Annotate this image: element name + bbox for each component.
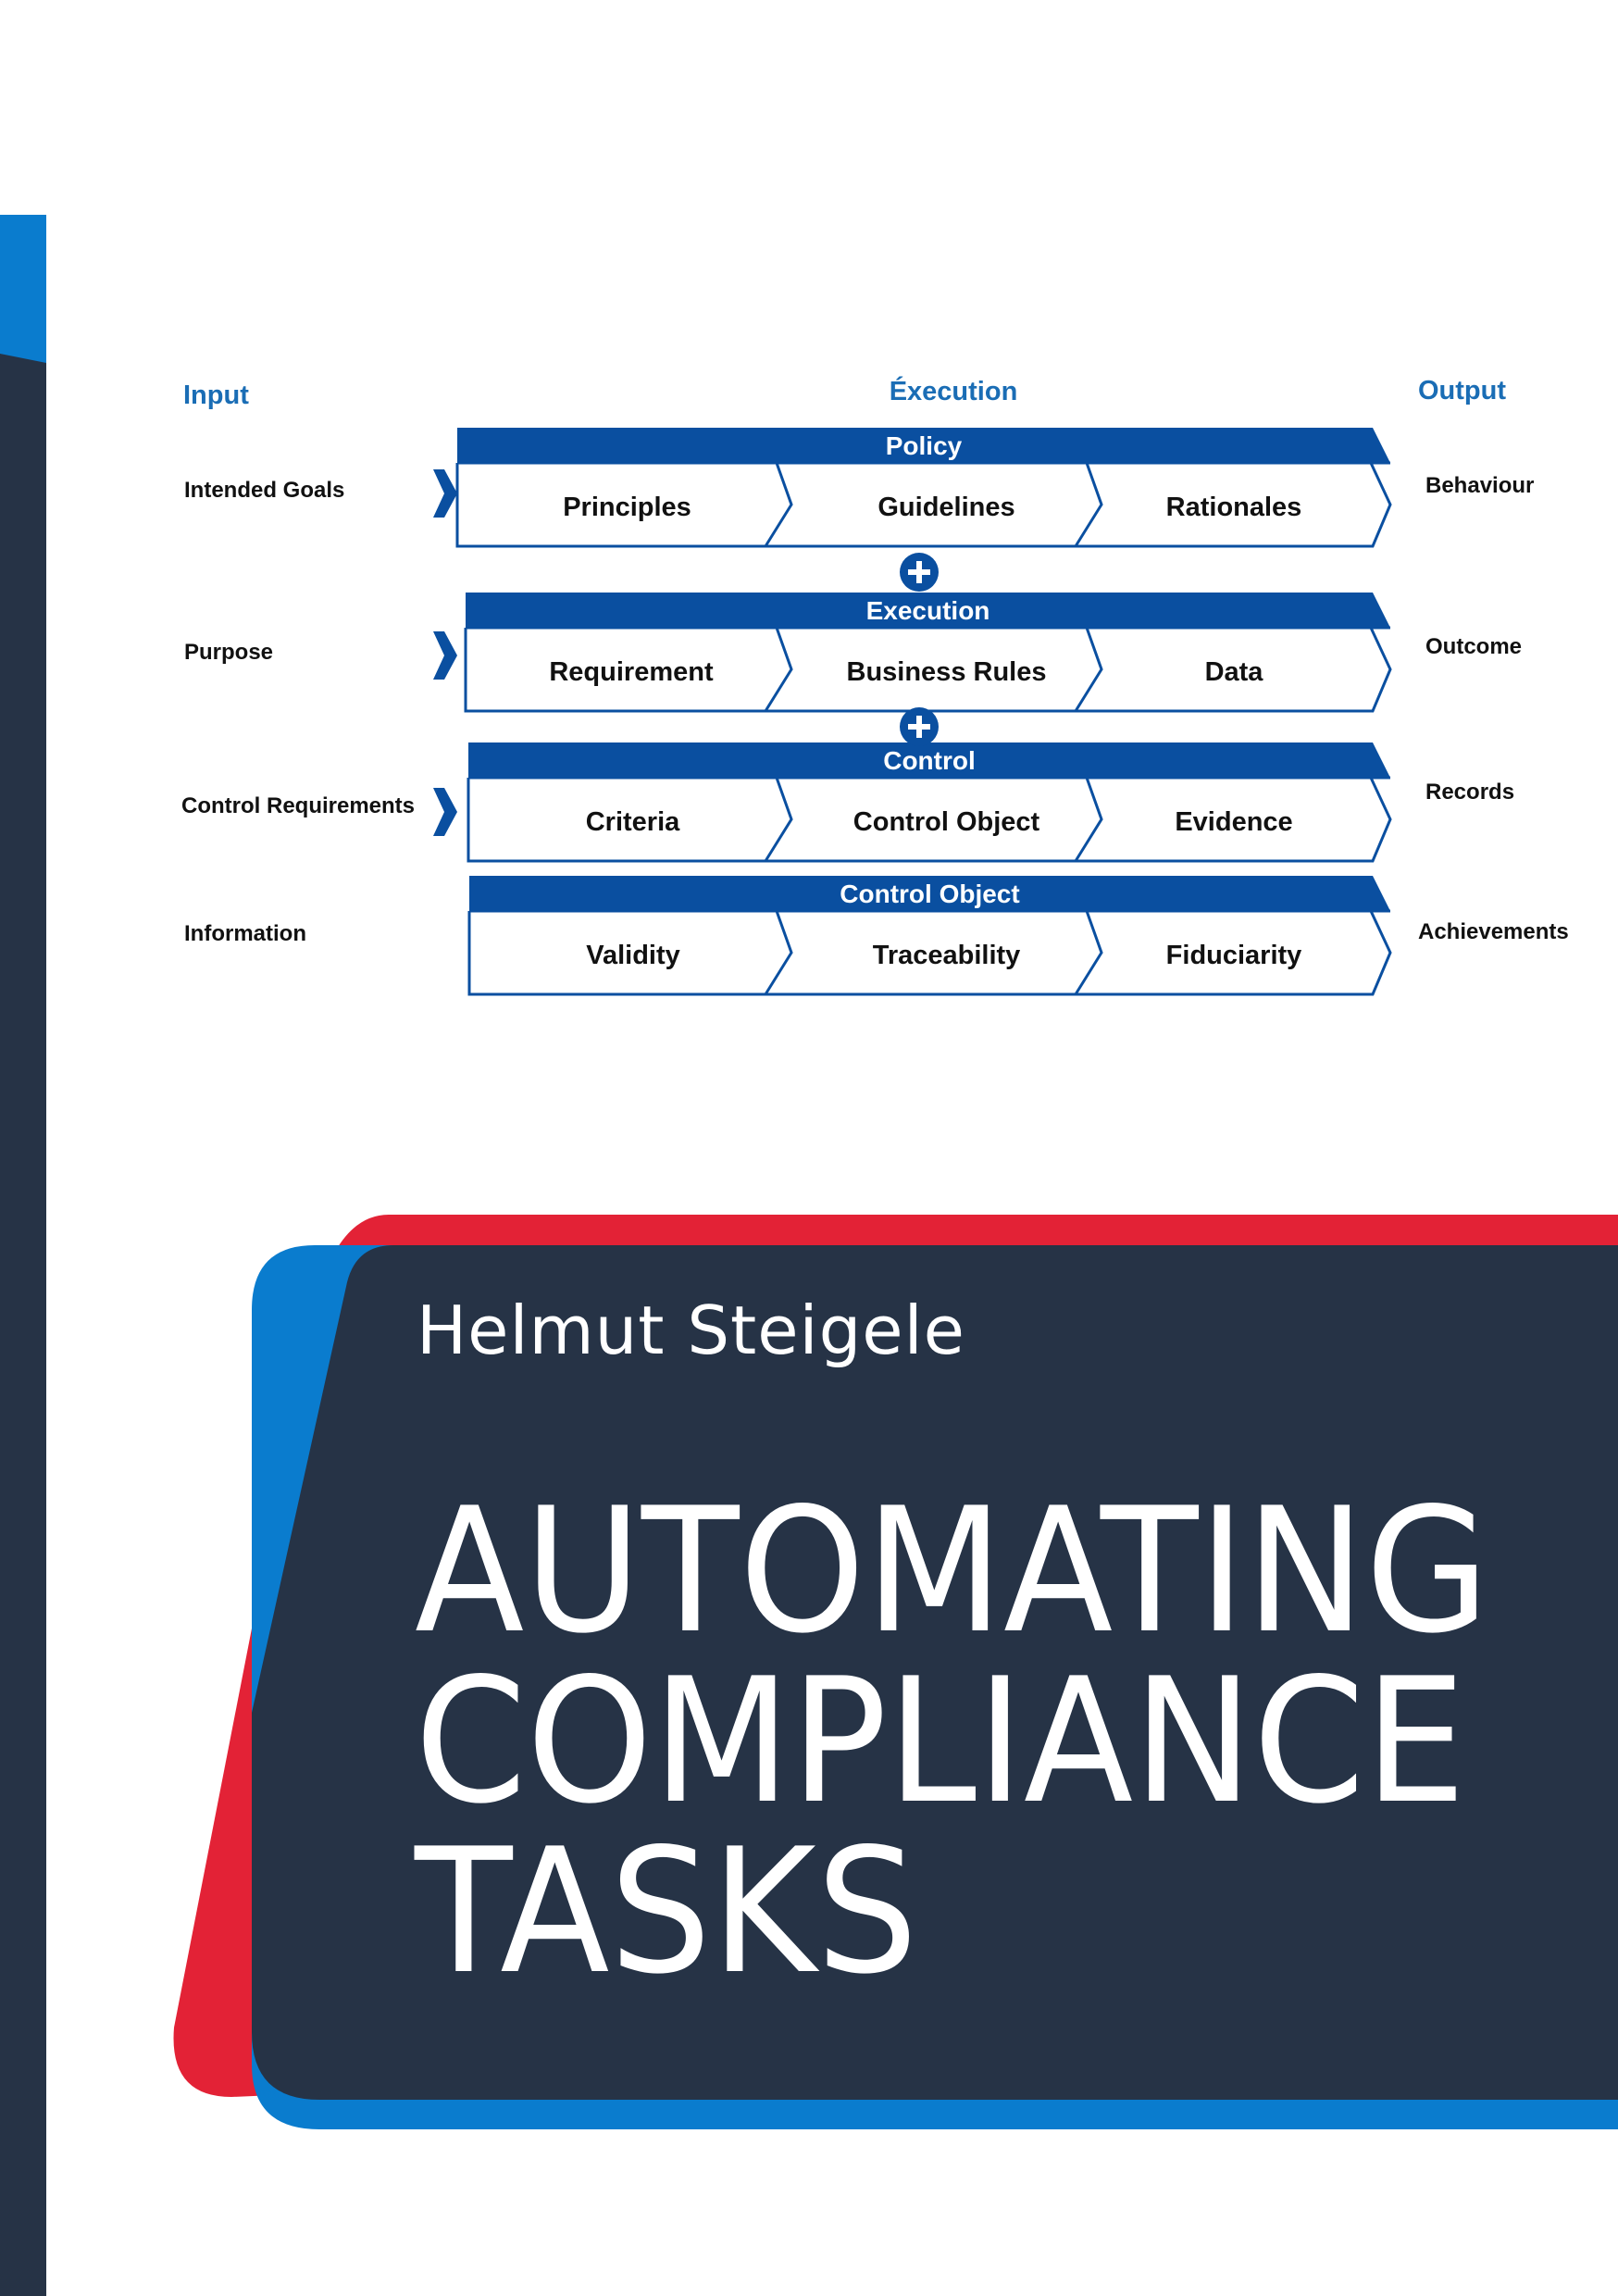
input-heading: Input bbox=[183, 381, 249, 410]
row-step-divider-execution-2 bbox=[1076, 628, 1101, 711]
spine-navy-band bbox=[0, 354, 46, 2296]
row-step-divider-control-object-1 bbox=[765, 911, 791, 994]
output-label-control-object: Achievements bbox=[1418, 919, 1569, 944]
input-label-control-object: Information bbox=[184, 921, 306, 946]
row-header-control-object: Control Object bbox=[840, 880, 1020, 908]
step-label-control-object-1: Validity bbox=[586, 941, 680, 970]
step-label-control-3: Evidence bbox=[1175, 807, 1293, 837]
input-arrow-execution bbox=[433, 631, 457, 680]
row-step-divider-control-1 bbox=[765, 778, 791, 861]
row-step-divider-execution-1 bbox=[765, 628, 791, 711]
step-label-control-1: Criteria bbox=[585, 807, 680, 837]
output-label-control: Records bbox=[1425, 780, 1515, 805]
step-label-execution-2: Business Rules bbox=[846, 657, 1047, 687]
row-step-divider-policy-1 bbox=[765, 463, 791, 546]
row-step-divider-control-object-2 bbox=[1076, 911, 1101, 994]
step-label-policy-3: Rationales bbox=[1165, 493, 1302, 522]
step-label-control-object-3: Fiduciarity bbox=[1165, 941, 1302, 970]
output-label-policy: Behaviour bbox=[1425, 473, 1535, 498]
row-step-divider-control-2 bbox=[1076, 778, 1101, 861]
row-step-divider-policy-2 bbox=[1076, 463, 1101, 546]
step-label-control-2: Control Object bbox=[853, 807, 1040, 837]
row-header-execution: Execution bbox=[865, 596, 990, 625]
compliance-diagram bbox=[181, 375, 1569, 994]
output-heading: Output bbox=[1418, 376, 1507, 406]
input-arrow-policy bbox=[433, 469, 457, 518]
execution-heading: Éxecution bbox=[889, 377, 1018, 406]
output-label-execution: Outcome bbox=[1425, 634, 1523, 659]
title-line-1: AUTOMATING bbox=[415, 1470, 1490, 1671]
step-label-policy-2: Guidelines bbox=[877, 493, 1015, 522]
title-line-3: TASKS bbox=[415, 1811, 918, 2012]
input-label-execution: Purpose bbox=[184, 640, 274, 665]
book-title bbox=[415, 1470, 1570, 2012]
input-arrow-control bbox=[433, 788, 457, 836]
step-label-execution-1: Requirement bbox=[549, 657, 714, 687]
step-label-execution-3: Data bbox=[1204, 657, 1263, 687]
input-label-policy: Intended Goals bbox=[184, 478, 345, 503]
row-header-policy: Policy bbox=[885, 431, 963, 460]
step-label-policy-1: Principles bbox=[563, 493, 691, 522]
author-name: Helmut Steigele bbox=[417, 1292, 965, 1369]
step-label-control-object-2: Traceability bbox=[872, 941, 1021, 970]
row-header-control: Control bbox=[883, 746, 976, 775]
input-label-control: Control Requirements bbox=[181, 793, 416, 818]
title-line-2: COMPLIANCE bbox=[415, 1641, 1466, 1841]
